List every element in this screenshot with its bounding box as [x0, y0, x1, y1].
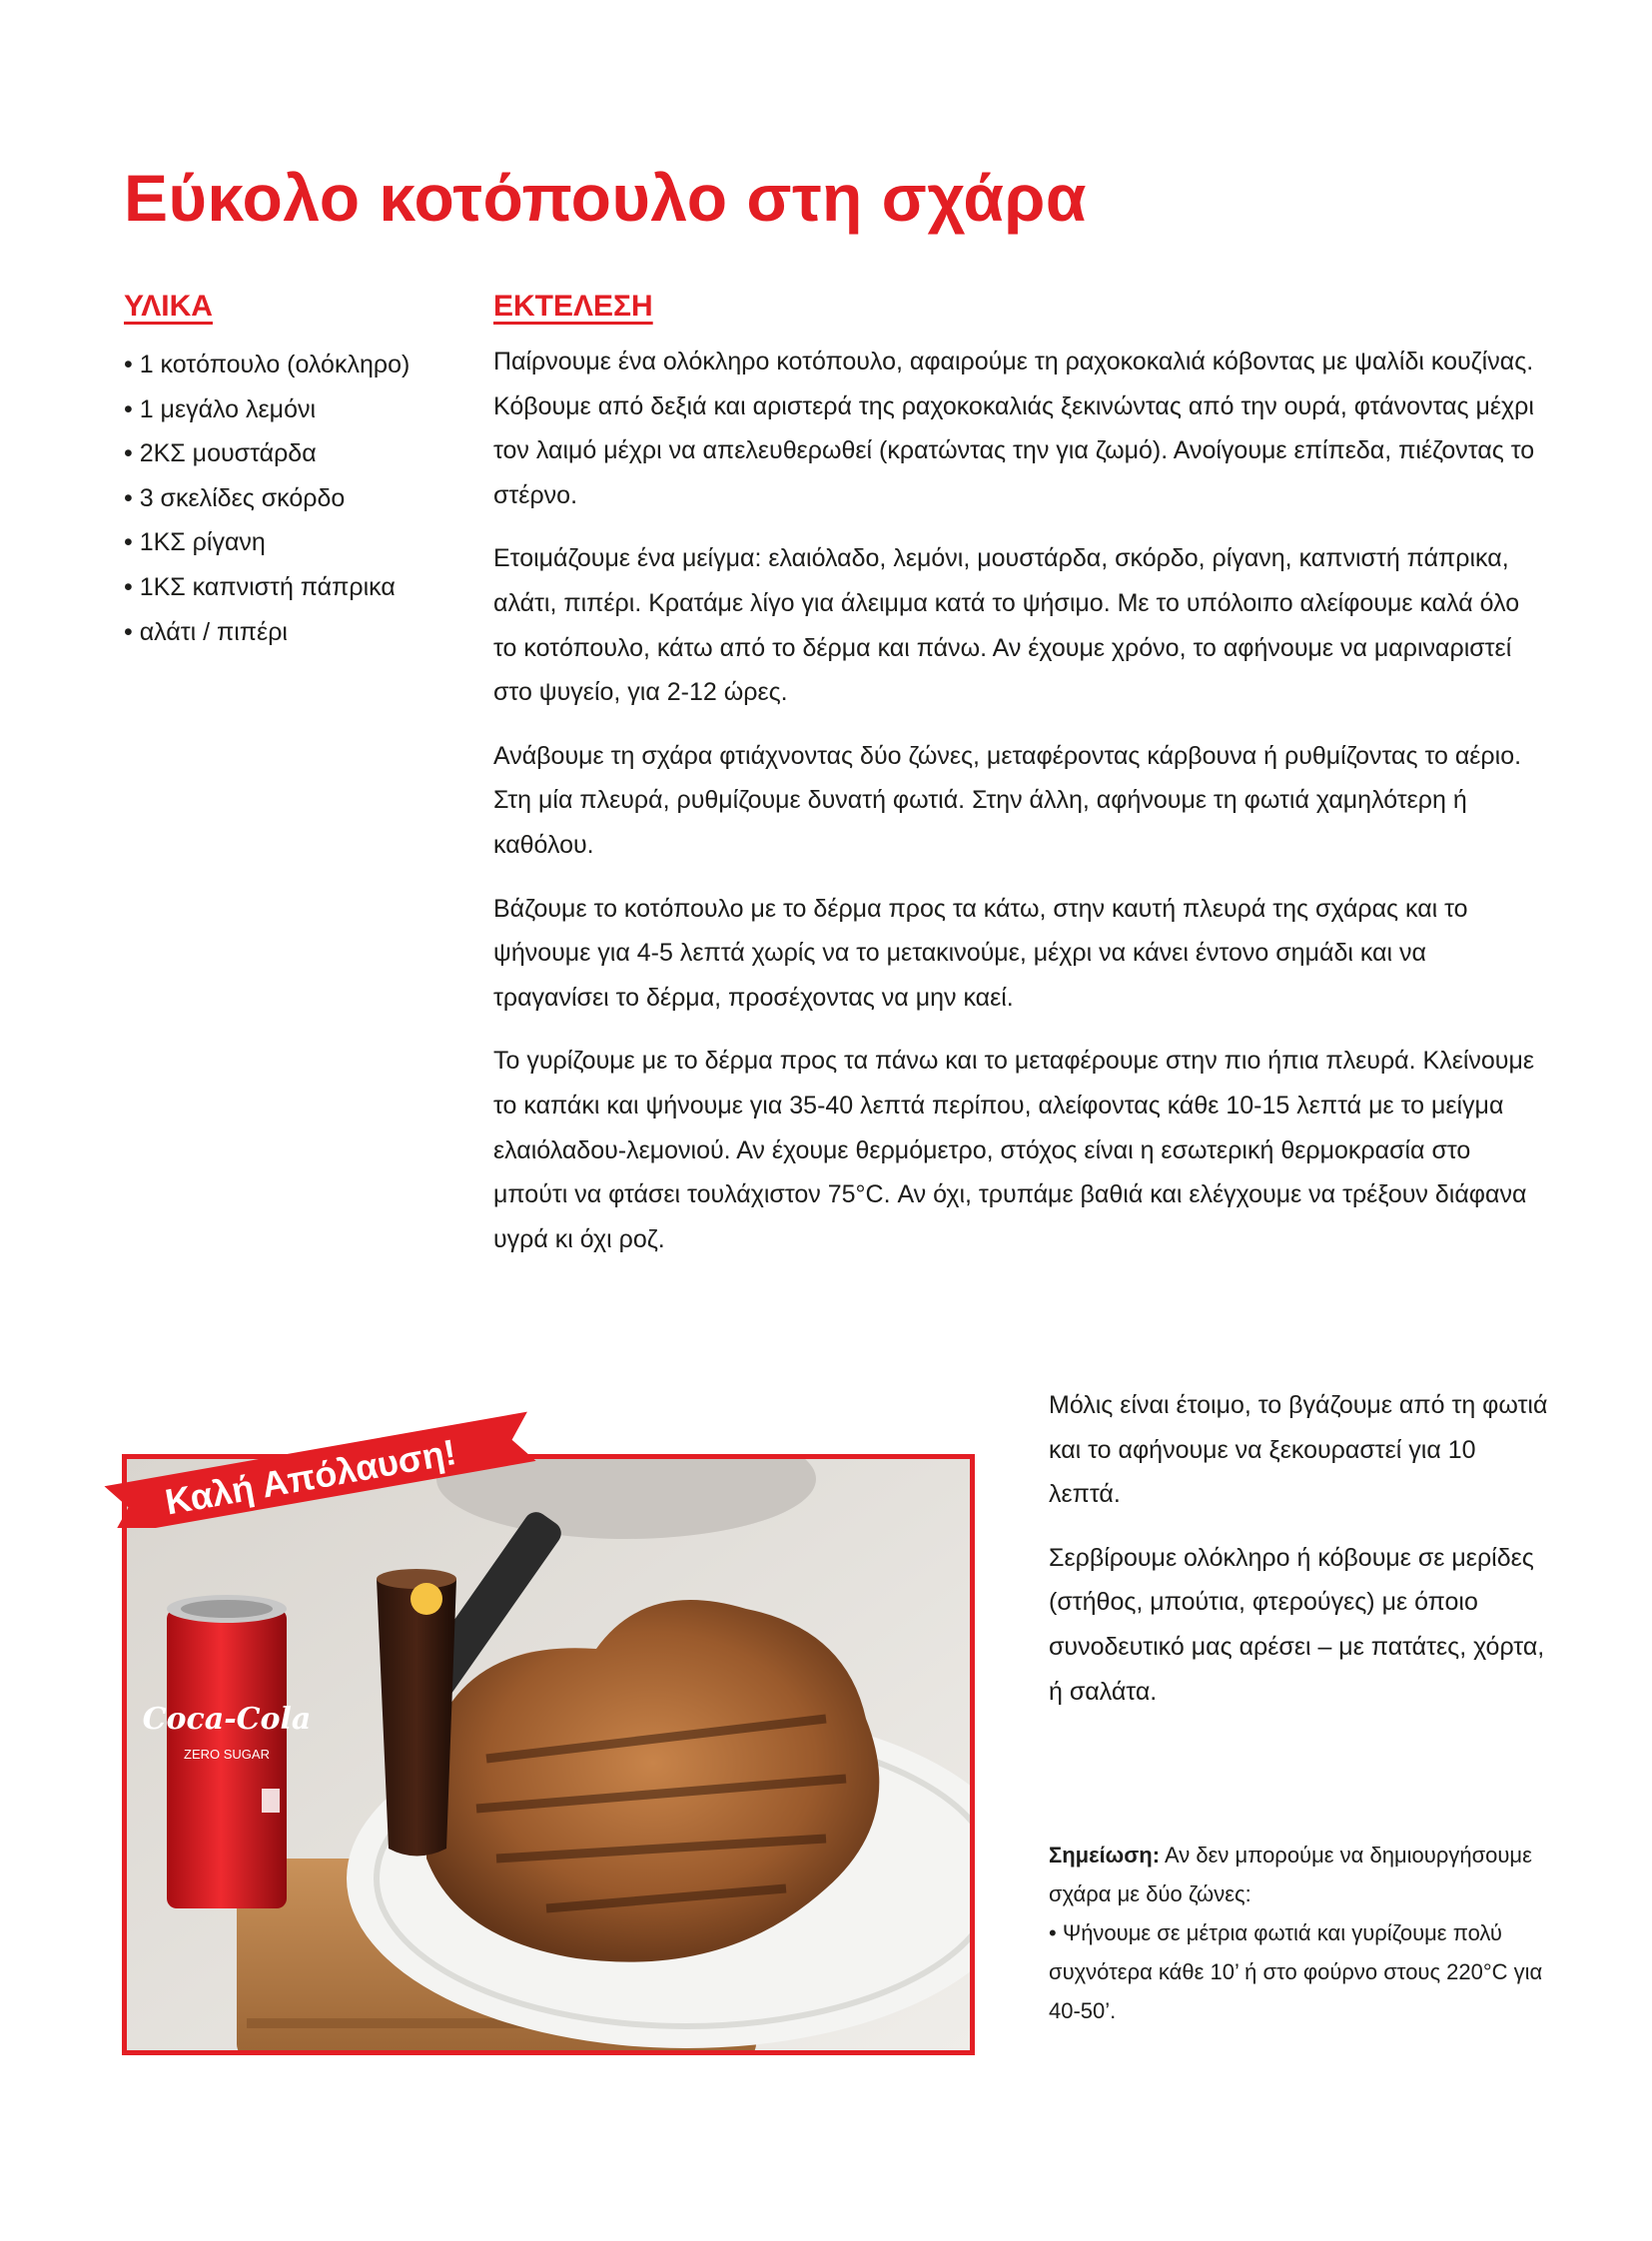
banner-text: Καλή Απόλαυση!	[162, 1430, 459, 1523]
recipe-title: Εύκολο κοτόπουλο στη σχάρα	[124, 161, 1087, 235]
step-paragraph: Το γυρίζουμε με το δέρμα προς τα πάνω και το μεταφέρουμε στην πιο ήπια πλευρά. Κλείνουμε το καπάκι και ψήνουμε για 35-40 λεπτά περίπου, αλείφοντας κάθε 10-15 λεπτά με το μείγμα ελαιόλαδου-λεμονιού. Αν έχουμε θερμόμετρο, στόχος είναι η εσωτερική θερμοκρασία στο μπούτι να φτάσει τουλάχιστον 75°C. Αν όχι, τρυπάμε βαθιά και ελέγχουμε να τρέξουν διάφανα υγρά κι όχι ροζ.	[493, 1047, 1535, 1253]
side-steps	[1049, 1383, 1553, 1733]
ingredient-item: • 1ΚΣ ρίγανη	[124, 520, 410, 565]
execution-heading: ΕΚΤΕΛΕΣΗ	[493, 290, 653, 323]
ingredient-item: • 1 μεγάλο λεμόνι	[124, 387, 410, 432]
ingredient-item: • 1 κοτόπουλο (ολόκληρο)	[124, 343, 410, 387]
ingredient-item: • 2ΚΣ μουστάρδα	[124, 431, 410, 476]
banner-ribbon	[92, 1378, 551, 1528]
note-bullet: • Ψήνουμε σε μέτρια φωτιά και γυρίζουμε πολύ συχνότερα κάθε 10’ ή στο φούρνο στους 220°C για 40-50’.	[1049, 1920, 1543, 2023]
ingredients-heading: ΥΛΙΚΑ	[124, 290, 213, 323]
step-paragraph: Παίρνουμε ένα ολόκληρο κοτόπουλο, αφαιρούμε τη ραχοκοκαλιά κόβοντας με ψαλίδι κουζίνας. Κόβουμε από δεξιά και αριστερά της ραχοκοκαλιάς ξεκινώντας από την ουρά, φτάνοντας μέχρι τον λαιμό μέχρι να απελευθερωθεί (κρατώντας την για ζωμό). Ανοίγουμε επίπεδα, πιέζοντας το στέρνο.	[493, 348, 1535, 509]
step-paragraph: Ανάβουμε τη σχάρα φτιάχνοντας δύο ζώνες, μεταφέροντας κάρβουνα ή ρυθμίζοντας το αέριο. Στη μία πλευρά, ρυθμίζουμε δυνατή φωτιά. Στην άλλη, αφήνουμε τη φωτιά χαμηλότερη ή καθόλου.	[493, 741, 1522, 859]
step-paragraph: Σερβίρουμε ολόκληρο ή κόβουμε σε μερίδες (στήθος, μπούτια, φτερούγες) με όποιο συνοδευτικό μας αρέσει – με πατάτες, χόρτα, ή σαλάτα.	[1049, 1543, 1545, 1706]
food-photo	[122, 1454, 975, 2055]
step-paragraph: Βάζουμε το κοτόπουλο με το δέρμα προς τα κάτω, στην καυτή πλευρά της σχάρας και το ψήνουμε για 4-5 λεπτά χωρίς να το μετακινούμε, μέχρι να κάνει έντονο σημάδι και να τραγανίσει το δέρμα, προσέχοντας να μην καεί.	[493, 894, 1468, 1012]
can-subtext: ZERO SUGAR	[184, 1747, 270, 1762]
can-brand-text: Coca-Cola	[142, 1702, 312, 1737]
ingredient-item: • 3 σκελίδες σκόρδο	[124, 476, 410, 521]
execution-steps	[493, 340, 1542, 1280]
grilled-chicken-image	[127, 1459, 970, 2050]
ingredient-item: • 1ΚΣ καπνιστή πάπρικα	[124, 565, 410, 610]
step-paragraph: Μόλις είναι έτοιμο, το βγάζουμε από τη φωτιά και το αφήνουμε να ξεκουραστεί για 10 λεπτά.	[1049, 1391, 1548, 1509]
ingredients-list	[124, 343, 410, 654]
note-text: Αν δεν μπορούμε να δημιουργήσουμε σχάρα με δύο ζώνες:	[1049, 1843, 1532, 1906]
note	[1049, 1836, 1553, 2030]
ingredient-item: • αλάτι / πιπέρι	[124, 610, 410, 655]
step-paragraph: Ετοιμάζουμε ένα μείγμα: ελαιόλαδο, λεμόνι, μουστάρδα, σκόρδο, ρίγανη, καπνιστή πάπρικα, αλάτι, πιπέρι. Κρατάμε λίγο για άλειμμα κατά το ψήσιμο. Με το υπόλοιπο αλείφουμε καλά όλο το κοτόπουλο, κάτω από το δέρμα και πάνω. Αν έχουμε χρόνο, το αφήνουμε να μαριναριστεί στο ψυγείο, για 2-12 ώρες.	[493, 544, 1520, 707]
note-label: Σημείωση:	[1049, 1843, 1161, 1868]
